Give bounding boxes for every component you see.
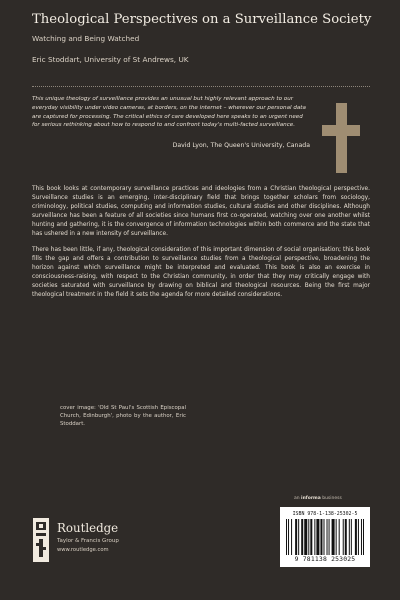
informa-prefix: an xyxy=(294,496,302,501)
cross-vertical-beam xyxy=(336,103,347,173)
barcode-bar xyxy=(295,519,297,555)
barcode-bar xyxy=(310,519,312,555)
barcode-bar xyxy=(336,519,337,555)
cover-image-credit: cover image: 'Old St Paul's Scottish Episcopal Church, Edinburgh', photo by the author, Eric Stoddart. xyxy=(60,405,186,427)
barcode-bar xyxy=(345,519,347,555)
publisher-url: www.routledge.com xyxy=(57,547,109,553)
barcode-bar xyxy=(316,519,319,555)
barcode-bar xyxy=(314,519,315,555)
barcode-bar xyxy=(332,519,335,555)
informa-brand: informa xyxy=(301,496,321,501)
book-subtitle: Watching and Being Watched xyxy=(32,34,140,43)
barcode-bar xyxy=(320,519,322,555)
book-title: Theological Perspectives on a Surveillance Society xyxy=(32,12,372,27)
isbn-text: ISBN 978-1-138-25302-5 xyxy=(292,511,358,517)
barcode-bar xyxy=(308,519,309,555)
barcode-bar xyxy=(349,519,350,555)
publisher-name: Routledge xyxy=(57,521,119,535)
barcode-bar xyxy=(343,519,344,555)
description-paragraph-2: There has been little, if any, theological consideration of this important dimension of social organisation; this book fills the gap and offers a contribution to surveillance studies from a theological perspective, broadening the horizon against which surveillance might be interpreted and evaluated. This book is also an exercise in consciousness-raising, with respect to the Christian community, in order that they may critically engage with societies saturated with surveillance by drawing on biblical and theological resources. Being the first major theological treatment in the field it sets the agenda for more detailed considerations. xyxy=(32,247,370,298)
informa-tagline xyxy=(294,496,342,501)
author-line: Eric Stoddart, University of St Andrews, UK xyxy=(32,55,189,64)
barcode-bar xyxy=(323,519,324,555)
isbn-barcode xyxy=(280,507,370,567)
barcode-bar xyxy=(288,519,289,555)
endorsement-quote: This unique theology of surveillance provides an unusual but highly relevant approach to our everyday visibility under video cameras, at borders, on the internet – wherever our personal data are captured for processing. The critical ethics of care developed here speaks to an urgent need for serious rethinking about how to respond to and confront today's multi-facted surveillance. xyxy=(32,96,306,129)
endorsement-attribution: David Lyon, The Queen's University, Canada xyxy=(172,142,310,149)
barcode-bar xyxy=(363,519,364,555)
informa-suffix: business xyxy=(320,496,342,501)
barcode-bar xyxy=(361,519,362,555)
barcode-bar xyxy=(339,519,340,555)
publisher-logo xyxy=(33,518,173,568)
dotted-divider xyxy=(32,86,370,87)
barcode-bar xyxy=(304,519,307,555)
barcode-bar xyxy=(329,519,330,555)
barcode-bar xyxy=(358,519,359,555)
routledge-tower-logo-icon xyxy=(33,518,49,562)
barcode-bar xyxy=(298,519,299,555)
barcode-bar xyxy=(286,519,287,555)
barcode-digits: 9 781138 253025 xyxy=(294,555,356,563)
barcode-bar xyxy=(291,519,292,555)
barcode-bars xyxy=(286,519,364,555)
cross-horizontal-beam xyxy=(322,125,360,136)
description-paragraph-1: This book looks at contemporary surveillance practices and ideologies from a Christian theological perspective. Surveillance studies is an emerging, inter-disciplinary field that brings together scholars from sociology, criminology, political studies, computing and information studies, cultural studies and other disciplines. Although surveillance has been a feature of all societies since humans first co-operated, watching over one another whilst hunting and gathering, it is the convergence of information technologies within both commerce and the state that has ushered in a new intensity of surveillance. xyxy=(32,186,370,237)
barcode-bar xyxy=(327,519,328,555)
cross-icon xyxy=(322,103,360,173)
barcode-bar xyxy=(301,519,303,555)
publisher-group: Taylor & Francis Group xyxy=(57,538,119,544)
barcode-bar xyxy=(355,519,357,555)
barcode-bar xyxy=(351,519,352,555)
